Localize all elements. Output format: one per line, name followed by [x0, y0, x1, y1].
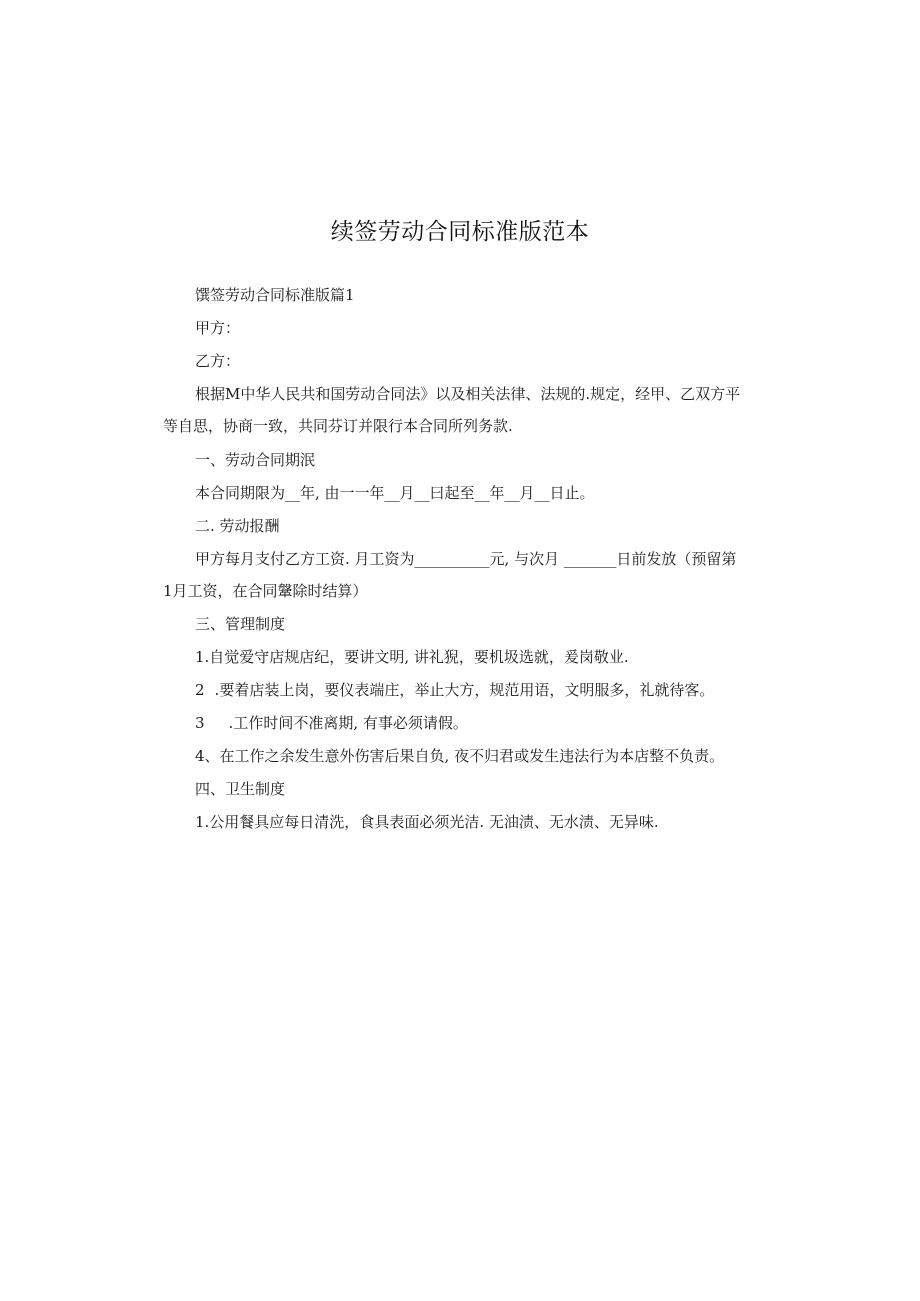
section-1-text: 本合同期限为__年, 由一一年__月__曰起至__年__月__日止。 — [195, 484, 595, 502]
rule-3-text: .工作时间不准离期, 有事必须请假。 — [228, 714, 468, 732]
document-subtitle: 馔签劳动合同标准版篇1 — [195, 286, 355, 304]
section-2-heading: 二. 劳动报酬 — [195, 517, 280, 535]
section-4-heading: 四、卫生制度 — [195, 780, 286, 798]
section-1-heading: 一、劳动合同期泯 — [195, 451, 316, 469]
intro-paragraph-line-2: 等自思，协商一致，共同芬订并限行本合同所列务款. — [163, 417, 513, 435]
rule-2-number: 2 — [195, 681, 205, 699]
section-2-text-line-2: 1月工资，在合同鞶除时结算） — [163, 582, 368, 600]
rule-3-number: 3 — [195, 714, 205, 732]
section-2-text-line-1: 甲方每月支付乙方工资. 月工资为__________元, 与次月 _______日前发放（预留第 — [195, 550, 737, 568]
party-b-label: 乙方： — [195, 352, 241, 370]
party-a-label: 甲方： — [195, 319, 241, 337]
section-3-heading: 三、管理制度 — [195, 615, 286, 633]
hygiene-rule-1: 1.公用餐具应每日清洗，食具表面必须光洁. 无油渍、无水渍、无异味. — [195, 813, 659, 831]
rule-3 — [195, 713, 468, 733]
intro-paragraph-line-1: 根据M中华人民共和国劳动合同法》以及相关法律、法规的.规定，经甲、乙双方平 — [195, 385, 741, 403]
rule-1: 1.自觉爱守店规店纪，要讲文明, 讲礼猊，要机圾选就，爰岗敬业. — [195, 648, 629, 666]
rule-2 — [195, 680, 714, 700]
rule-2-text: .要着店装上岗，要仪表端庄，举止大方，规范用语，文明服多，礼就待客。 — [214, 681, 715, 699]
rule-4: 4、在工作之余发生意外伤害后果自负, 夜不归君或发生违法行为本店整不负责。 — [195, 747, 725, 765]
document-title: 续签劳动合同标准版范本 — [330, 219, 590, 245]
